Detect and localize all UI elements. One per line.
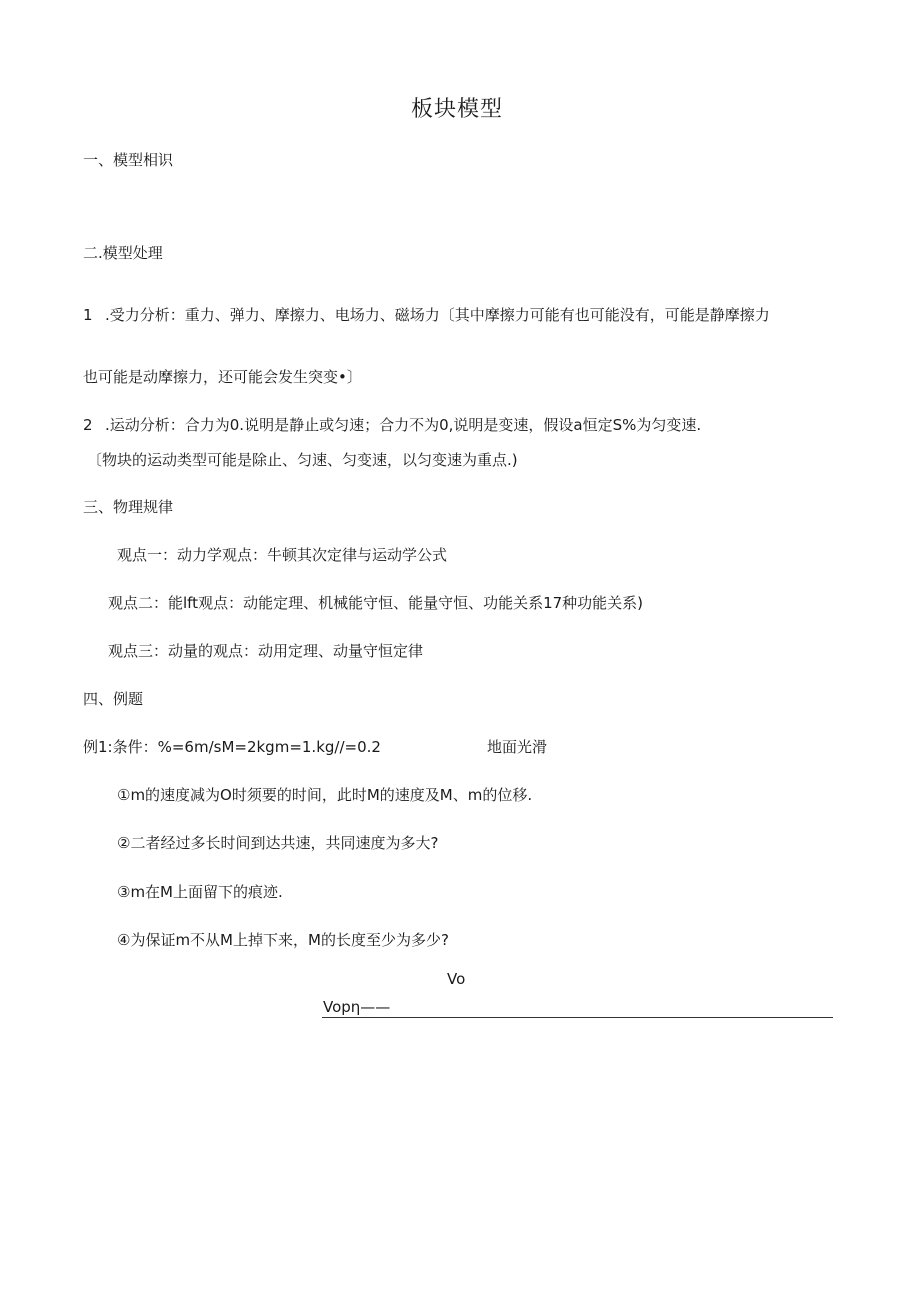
question-3: ③m在M上面留下的痕迹. [117,883,283,901]
document-title: 板块模型 [410,97,503,122]
section-model-intro: 一、模型相识 [83,151,174,169]
force-analysis-line1: .受力分析：重力、弹力、摩擦力、电场力、磁场力〔其中摩擦力可能有也可能没有，可能是静摩擦力 [105,306,770,324]
section-physics-laws: 三、物理规律 [83,498,174,516]
item-number-2: 2 [83,416,93,434]
viewpoint-1: 观点一：动力学观点：牛顿其次定律与运动学公式 [117,546,448,564]
diagram-label-vop: Vopη—— [323,998,391,1016]
question-1: ①m的速度减为O时须要的时间，此时M的速度及M、m的位移. [117,786,533,804]
force-analysis-line2: 也可能是动摩擦力，还可能会发生突变•〕 [83,368,362,386]
viewpoint-2: 观点二：能lft观点：动能定理、机械能守恒、能量守恒、功能关系17种功能关系) [108,594,644,612]
example-condition: 例1:条件：%=6m/sM=2kgm=1.kg//=0.2 [83,738,381,756]
viewpoint-3: 观点三：动量的观点：动用定理、动量守恒定律 [108,642,424,660]
question-2: ②二者经过多长时间到达共速，共同速度为多大? [117,834,439,852]
section-examples: 四、例题 [83,690,144,708]
section-model-processing: 二.模型处理 [83,244,163,262]
ground-smooth-note: 地面光滑 [487,738,548,756]
question-4: ④为保证m不从M上掉下来，M的长度至少为多少? [117,931,449,949]
item-number-1: 1 [83,306,93,324]
diagram-label-vo: Vo [447,970,466,988]
motion-analysis-line1: .运动分析：合力为0.说明是静止或匀速；合力不为0,说明是变速，假设a恒定S%为匀变速. [105,416,702,434]
ground-line [322,1017,833,1018]
motion-analysis-line2: 〔物块的运动类型可能是除止、匀速、匀变速，以匀变速为重点.) [87,451,518,469]
